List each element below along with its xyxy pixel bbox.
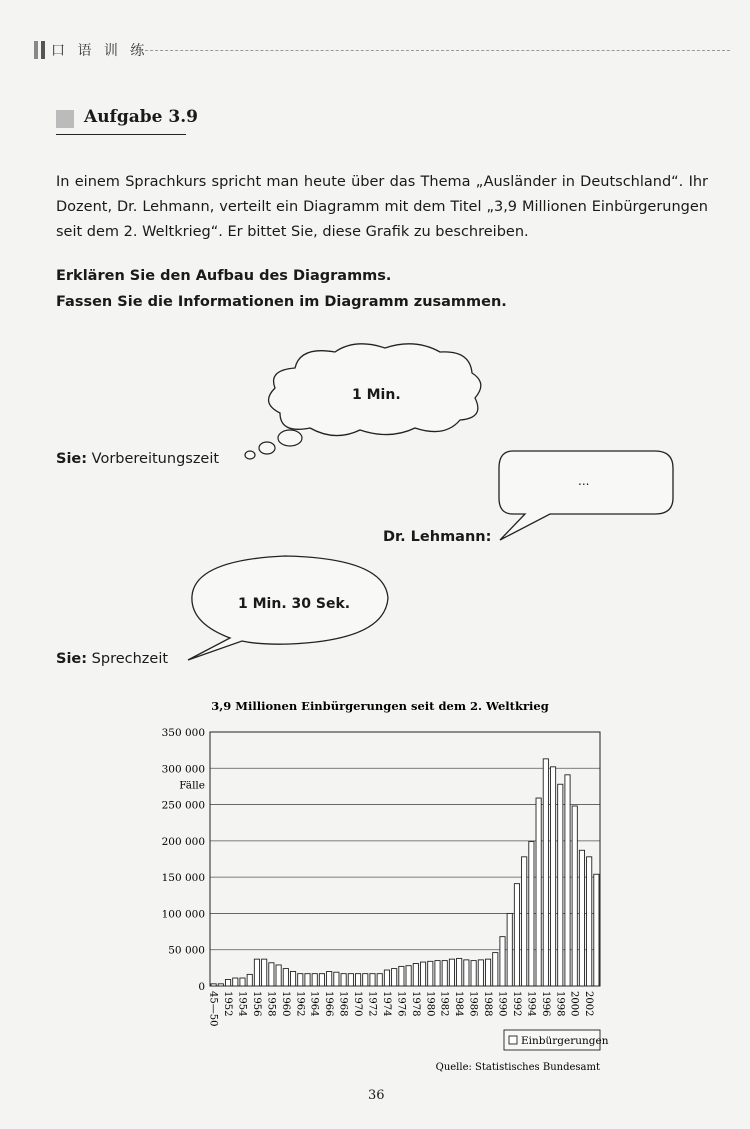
- y-axis-label: Fälle: [179, 779, 205, 792]
- x-tick-label: 1996: [539, 991, 551, 1017]
- bar: [428, 961, 433, 986]
- bar: [355, 974, 360, 986]
- bar: [550, 767, 555, 986]
- bar: [507, 913, 512, 986]
- chart-source: Quelle: Statistisches Bundesamt: [435, 1062, 600, 1073]
- bar: [572, 806, 577, 986]
- bar: [348, 974, 353, 986]
- lehmann-speech-bubble: [495, 448, 680, 546]
- x-tick-label: 1998: [554, 991, 566, 1017]
- bar: [334, 972, 339, 986]
- prep-speaker: Sie:: [56, 451, 88, 467]
- x-tick-label: 1980: [424, 991, 436, 1017]
- x-tick-label: 45—50: [207, 991, 219, 1027]
- speak-label-text: Sprechzeit: [91, 651, 169, 667]
- bar: [254, 959, 259, 986]
- bar: [558, 784, 563, 986]
- bar: [406, 966, 411, 986]
- bar: [587, 857, 592, 986]
- bar: [594, 874, 599, 986]
- legend-swatch: [509, 1036, 517, 1044]
- bar: [341, 974, 346, 986]
- bar: [471, 961, 476, 986]
- x-tick-label: 1984: [453, 991, 465, 1017]
- bar: [565, 775, 570, 986]
- speak-speaker: Sie:: [56, 651, 88, 667]
- x-tick-label: 1972: [366, 991, 378, 1017]
- bar: [305, 974, 310, 986]
- bar: [442, 961, 447, 986]
- bar: [536, 798, 541, 986]
- task-title: Aufgabe 3.9: [84, 107, 198, 127]
- instruction-1: Erklären Sie den Aufbau des Diagramms.: [56, 268, 392, 284]
- prep-time: 1 Min.: [352, 387, 401, 403]
- page-number: 36: [368, 1088, 385, 1103]
- y-tick-label: 0: [198, 981, 205, 993]
- x-tick-label: 1992: [510, 991, 522, 1017]
- bar: [276, 965, 281, 986]
- bar: [522, 857, 527, 986]
- x-tick-label: 1976: [395, 991, 407, 1017]
- bar: [529, 842, 534, 986]
- speak-time: 1 Min. 30 Sek.: [238, 596, 351, 612]
- y-tick-label: 150 000: [161, 872, 205, 885]
- bar: [478, 960, 483, 986]
- bar: [240, 978, 245, 986]
- lehmann-speaker: Dr. Lehmann:: [383, 529, 492, 545]
- bar: [327, 971, 332, 986]
- bar: [247, 974, 252, 986]
- y-tick-label: 50 000: [168, 944, 205, 957]
- bar: [514, 884, 519, 986]
- y-tick-label: 100 000: [161, 908, 205, 921]
- bar: [283, 969, 288, 986]
- x-tick-label: 1968: [337, 991, 349, 1017]
- bar: [493, 953, 498, 986]
- y-tick-label: 300 000: [161, 763, 205, 776]
- bar: [500, 937, 505, 986]
- x-tick-label: 1986: [467, 991, 479, 1017]
- bar: [319, 974, 324, 986]
- bar: [377, 974, 382, 986]
- header-bars-icon: [34, 41, 45, 59]
- x-tick-label: 1982: [438, 991, 450, 1017]
- bar: [269, 963, 274, 986]
- bar: [485, 959, 490, 986]
- x-tick-label: 1960: [279, 991, 291, 1017]
- bar: [262, 959, 267, 986]
- bar: [420, 962, 425, 986]
- x-tick-label: 1954: [236, 991, 248, 1017]
- y-tick-label: 350 000: [161, 727, 205, 739]
- x-tick-label: 1974: [380, 991, 392, 1017]
- instruction-2: Fassen Sie die Informationen im Diagramm zusammen.: [56, 294, 507, 310]
- bar: [384, 970, 389, 986]
- chart-title: 3,9 Millionen Einbürgerungen seit dem 2. Weltkrieg: [211, 699, 549, 713]
- prep-label: [56, 451, 219, 467]
- y-tick-label: 250 000: [161, 799, 205, 812]
- bar: [290, 971, 295, 986]
- x-tick-label: 1988: [482, 991, 494, 1017]
- bar: [392, 969, 397, 986]
- section-label: 口 语 训 练: [51, 43, 149, 59]
- bar: [211, 984, 216, 986]
- prep-label-text: Vorbereitungszeit: [91, 451, 220, 467]
- x-tick-label: 1958: [265, 991, 277, 1017]
- x-tick-label: 1962: [294, 991, 306, 1017]
- bar: [457, 958, 462, 986]
- y-tick-label: 200 000: [161, 835, 205, 848]
- task-marker-icon: [56, 110, 74, 128]
- x-tick-label: 1966: [323, 991, 335, 1017]
- x-tick-label: 1964: [308, 991, 320, 1017]
- header-rule: [130, 50, 730, 51]
- x-tick-label: 1990: [496, 991, 508, 1017]
- bar: [464, 960, 469, 986]
- bar: [370, 974, 375, 986]
- x-tick-label: 1956: [250, 991, 262, 1017]
- legend-label: Einbürgerungen: [521, 1035, 609, 1047]
- intro-paragraph: In einem Sprachkurs spricht man heute über das Thema „Ausländer in Deutschland“. Ihr Dozent, Dr. Lehmann, verteilt ein Diagramm mit dem Titel „3,9 Millionen Einbürgerungen seit dem 2. Weltkrieg“. Er bittet Sie, diese Grafik zu beschreiben.: [56, 174, 708, 240]
- lehmann-bubble-text: ...: [578, 474, 590, 488]
- bar: [579, 850, 584, 986]
- bar: [543, 759, 548, 986]
- x-tick-label: 2000: [568, 991, 580, 1017]
- bar: [298, 974, 303, 986]
- x-tick-label: 1994: [525, 991, 537, 1017]
- x-tick-label: 1970: [352, 991, 364, 1017]
- bar: [218, 984, 223, 986]
- bar: [233, 978, 238, 986]
- x-tick-label: 1978: [409, 991, 421, 1017]
- bar: [399, 966, 404, 986]
- thought-cloud: [240, 338, 490, 468]
- bar: [435, 961, 440, 986]
- task-underline: [56, 134, 186, 135]
- speak-label: [56, 651, 168, 667]
- bar: [363, 974, 368, 986]
- x-tick-label: 2002: [583, 991, 595, 1017]
- bar: [413, 964, 418, 986]
- bar: [312, 974, 317, 986]
- naturalization-chart: [150, 692, 620, 1077]
- x-tick-label: 1952: [222, 991, 234, 1017]
- bar: [449, 959, 454, 986]
- bar: [225, 979, 230, 986]
